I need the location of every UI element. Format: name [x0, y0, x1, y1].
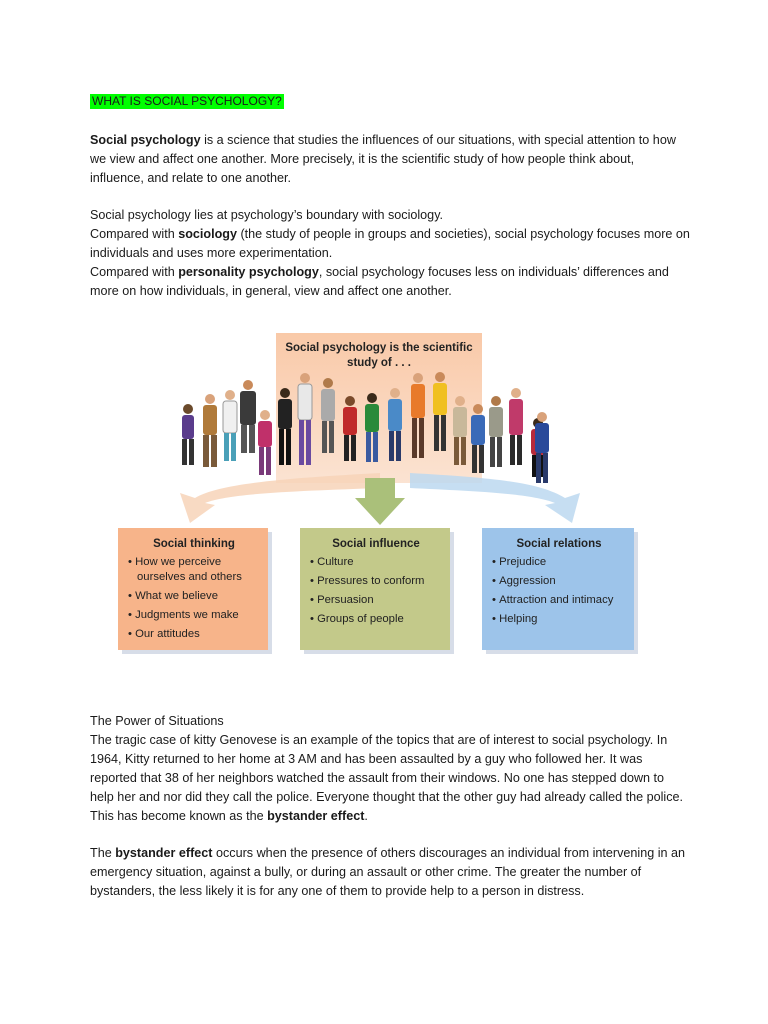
- list-item: • Groups of people: [310, 612, 442, 627]
- person-icon: [471, 404, 485, 473]
- social-relations-box: [482, 528, 634, 650]
- personality-text: , social psychology focuses less on individuals’ differences and more on how individuals, in general, view and affect one another.: [90, 264, 669, 298]
- intro-term: Social psychology: [90, 133, 201, 147]
- sociology-term: sociology: [178, 226, 237, 241]
- power-title: The Power of Situations: [90, 714, 224, 728]
- list-item: • Persuasion: [310, 593, 442, 608]
- box-list: [310, 555, 442, 627]
- person-icon: [298, 373, 312, 465]
- bystander-paragraph: [90, 844, 690, 901]
- person-icon: [489, 396, 503, 467]
- person-icon: [343, 396, 357, 461]
- box-title: Social relations: [516, 538, 602, 550]
- person-icon: [240, 380, 256, 453]
- list-item: • Judgments we make: [128, 608, 260, 623]
- arrow-right-icon: [410, 473, 580, 523]
- social-influence-box: [300, 528, 450, 650]
- arrow-left-icon: [180, 473, 380, 523]
- person-icon: [321, 378, 335, 453]
- intro-paragraph: [90, 131, 690, 188]
- person-icon: [388, 388, 402, 461]
- bystander-term: bystander effect: [115, 846, 213, 860]
- sociology-text: (the study of people in groups and societies), social psychology focuses more on individuals and uses more experimentation.: [90, 226, 690, 260]
- box-list: [128, 555, 260, 642]
- power-end: .: [364, 808, 368, 823]
- personality-comparison: [90, 263, 690, 301]
- list-item: • Culture: [310, 555, 442, 570]
- list-item: • Attraction and intimacy: [492, 593, 626, 608]
- person-icon: [203, 394, 217, 467]
- list-item: • Pressures to conform: [310, 574, 442, 589]
- boundary-paragraph: [90, 206, 690, 301]
- person-icon: [278, 388, 292, 465]
- list-item: • What we believe: [128, 589, 260, 604]
- list-item: • Prejudice: [492, 555, 626, 570]
- person-icon: [223, 390, 237, 461]
- sociology-comparison: [90, 225, 690, 263]
- power-text: The tragic case of kitty Genovese is an example of the topics that are of interest to social psychology. In 1964, Kitty returned to her home at 3 AM and has been assaulted by a guy who followed her. It was reported that 38 of her neighbors watched the assault from their windows. No one has stepped down to help her and nor did they call the police. Everyone thought that the other guy had already called the police. This has become known as the: [90, 732, 684, 823]
- intro-text: is a science that studies the influences of our situations, with special attention to how we view and affect one another. More precisely, it is the scientific study of how people think about, influence, and relate to one another.: [90, 133, 676, 185]
- person-icon: [182, 404, 194, 465]
- boundary-line: Social psychology lies at psychology’s boundary with sociology.: [90, 208, 444, 222]
- power-section: [90, 712, 690, 825]
- box-title: Social thinking: [153, 538, 235, 550]
- bystander-text: occurs when the presence of others discourages an individual from intervening in an emergency situation, against a bully, or during an assault or other crime. The greater the number of bystanders, the less likely it is for any one of them to provide help to a person in distress.: [90, 846, 686, 898]
- list-item: • Our attitudes: [128, 627, 260, 642]
- personality-term: personality psychology: [178, 264, 319, 279]
- social-psychology-figure: [110, 333, 650, 663]
- list-item: • Helping: [492, 612, 626, 627]
- figure-header-text: Social psychology is the scientific study of . . .: [285, 342, 473, 369]
- social-thinking-box: [118, 528, 268, 650]
- person-icon: [509, 388, 523, 465]
- comparison-prefix: Compared with: [90, 264, 179, 279]
- section-heading: WHAT IS SOCIAL PSYCHOLOGY?: [92, 94, 282, 108]
- figure-illustration: [110, 333, 650, 533]
- bystander-prefix: The: [90, 846, 116, 860]
- person-icon: [411, 373, 425, 458]
- bystander-term: bystander effect: [267, 808, 365, 823]
- power-paragraph: [90, 731, 690, 826]
- person-icon: [365, 393, 379, 462]
- box-list: [492, 555, 626, 627]
- person-icon: [258, 410, 272, 475]
- crowd-illustration: [182, 372, 549, 483]
- box-title: Social influence: [332, 538, 420, 550]
- list-item: • How we perceive ourselves and others: [128, 555, 260, 585]
- list-item: • Aggression: [492, 574, 626, 589]
- person-icon: [433, 372, 447, 451]
- person-icon: [453, 396, 467, 465]
- comparison-prefix: Compared with: [90, 226, 179, 241]
